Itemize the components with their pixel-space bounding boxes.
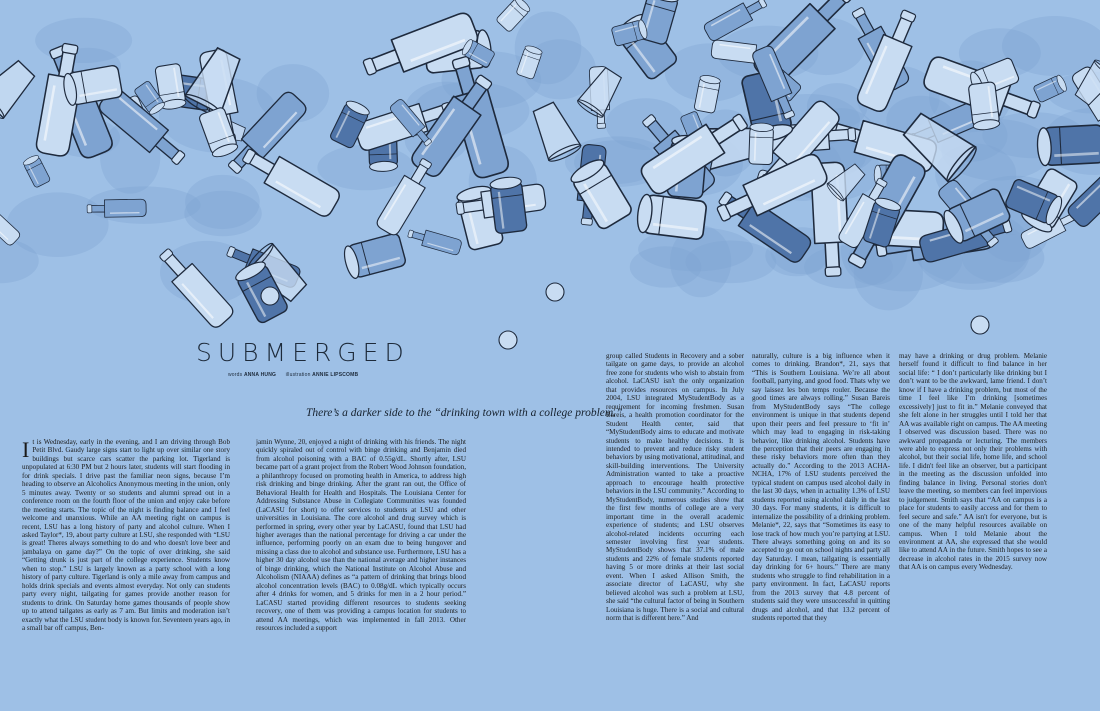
can-shape: [22, 154, 51, 188]
bottle-shape: [406, 226, 462, 256]
body-column-1: [22, 438, 230, 674]
can-shape: [968, 82, 1000, 131]
stray-cap-shape: [499, 331, 517, 349]
words-label: words: [228, 372, 243, 378]
body-text-3: group called Students in Recovery and a sober tailgate on game days, to provide an alcohol free zone for students who wish to abstain from alcohol. LaCASU isn't the only organization that provides resources on campus. In July 2004, LSU integrated MyStudentBody as a requirement for incoming freshmen. Susan Bareis, a health promotion coordinator for the Student Health center, said that “MyStudentBody aims to educate and motivate students to make healthy decisions. It is intended to prevent and reduce risky student behaviors by using motivational, attitudinal, and skill-building interventions. The University Administration wanted to take a proactive approach to encourage health protective behaviors in the LSU community.” According to MyStudentBody, numerous studies show that the first few months of college are a very important time in the overall academic experience of students; and LSU observes alcohol-related incidents occurring each semester involving first year students. MyStudentBody shows that 37.1% of male students and 22% of female students reported having 5 or more drinks at their last social event. When I asked Allison Smith, the associate director of LaCASU, why she believed alcohol was such a problem at LSU, she said “the cultural factor of being in Southern Louisiana is huge. There is a social and cultural norm that is different here.” And: [606, 352, 744, 623]
glass-shape: [0, 56, 39, 121]
body-text-2: jamin Wynne, 20, enjoyed a night of drinking with his friends. The night quickly spiraled out of control with binge drinking and Benjamin died from alcohol poisoning with a BAC of 0.55g/dL. Shortly after, LSU became part of a grant project from the Robert Wood Johnson foundation, a philanthropy focused on promoting health in America, to address high risk drinking and binge drinking. After the grant ran out, the Office of Behavioral Health for Health and Hospitals. The Louisiana Center for Addressing Substance Abuse in Collegiate Communities was founded (LaCASU for short) to offer services to students at LSU and other universities in Louisiana. The core alcohol and drug survey which is performed in spring, every other year by LaCASU, found that LSU had higher averages than the national percentage for driving a car under the influence, performing poorly on an exam due to being hungover and missing a class due to alcohol and substance use. Furthermore, LSU has a higher 30 day alcohol use than the national average and higher instances of binge drinking, which the National Institute on Alcohol Abuse and Alcoholism (NIAAA) defines as “a pattern of drinking that brings blood alcohol concentration levels (BAC) to 0.08g/dL which typically occurs after 4 drinks for women, and 5 drinks for men in a 2 hour period.” LaCASU started providing different resources to students seeking recovery, one of them was providing a campus location for students to attend AA meetings, which was implemented in fall 2013. Other resources included a support: [256, 438, 466, 632]
article-deck: There’s a darker side to the “drinking town with a college problem.”: [306, 407, 623, 419]
stray-cap-shape: [261, 287, 279, 305]
illustration-author: ANNIE LIPSCOMB: [312, 372, 359, 378]
illustration-label: illustration: [285, 372, 311, 378]
byline: [228, 372, 358, 378]
body-column-3: [606, 352, 744, 672]
can-shape: [1037, 125, 1100, 166]
body-column-5: [899, 352, 1047, 632]
stray-cap-shape: [971, 316, 989, 334]
body-text-1: t is Wednesday, early in the evening, and I am driving through Bob Petit Blvd. Gaudy large signs start to light up over similar one story buildings but scarce cars scatter the parking lot. Tigerland is unpopulated at 6:30 PM but 2 hours later, students will start flooding in for drink specials. I drive past the familiar neon signs, because I’m heading to observe an Alcoholics Anonymous meeting in the union, only 5 minutes away. Twenty or so students and alumni spread out in a conference room on the fourth floor of the union and enjoy cake before the meeting starts. The topic of the night is finding balance and I feel welcome and unanxious. While an AA meeting right on campus is recent, LSU has a long history of party and alcohol culture. When I asked Taylor*, 19, about party culture at LSU, she responded with “LSU is great! Theres always something to do and who doesn't love beer and jambalaya on game day?” On the topic of over drinking, she said “Getting drunk is just part of the college experience. Students know when to stop.” LSU is largely known as a party school with a long history of party culture. Tigerland is only a mile away from campus and holds drink specials and events almost everyday. Not only can students party every night, tailgating for games provide another reason for students to drink. On Saturday home games thousands of people show up to attend tailgates as early as 7 am. But limits and moderation isn’t exactly what the LSU student body is known for. Seventeen years ago, in a small bar off campus, Ben-: [22, 438, 230, 632]
can-shape: [342, 233, 407, 280]
body-text-4: naturally, culture is a big influence when it comes to drinking. Brandon*, 21, says that “This is Southern Louisiana. We’re all about football, partying, and good food. Thats why we say laissez les bon temps rouler. Because the good times are always rolling.” Susan Bareis from MyStudentBody says “The college environment is unique in that students depend upon their peers and feel pressure to ‘fit in’ which may lead to engaging in risk-taking behavior, like drinking alcohol. Students have the perception that their peers are engaging in these risky behaviors more often than they actually do.” According to the 2013 ACHA-NCHA, 17% of LSU students perceived the typical student on campus used alcohol daily in the last 30 days, when in actuality 1.3% of LSU students reported using alcohol daily in the last 30 days. For many students, it is difficult to internalize the possibility of a drinking problem. Melanie*, 22, says that “Sometimes its easy to lose track of how much you’re partying at LSU. There always something going on and its so accepted to go out on school nights and party all day Saturday. I mean, tailgating is essentially day drinking for 6+ hours.” There are many students who struggle to find rehabilitation in a party environment. In fact, LaCASU reports from the 2013 survey that 4.8 percent of students said they were unsuccessful in quitting drugs and alcohol, and that 13.2 percent of students reported that they: [752, 352, 890, 623]
words-author: ANNA HUNG: [243, 372, 277, 378]
body-column-4: [752, 352, 890, 672]
article-title: SUBMERGED: [196, 338, 410, 367]
body-text-5: may have a drinking or drug problem. Melanie herself found it difficult to find balance in her social life: “ I don’t particularly like drinking but I don’t want to be the awkward, lame friend. I don’t know if I have a drinking problem, but most of the time I feel like I’m drinking [sometimes excessively] just to fit in.” Melanie conveyed that she felt alone in her struggles until I told her that AA was available right on campus. The AA meeting I observed was discussion based. There was no awkward propaganda or lecturing. The members were able to express not only their problems with alcohol, but their social life, home life, and school life. I didn't feel like an observer, but a participant in the meeting as the discussion unfolded into finding balance in living. Personal stories don't leave the meeting, so members can feel impervious to judgement. Smith says that “AA on campus is a place for students to easily access and for them to feel secure and safe.” AA isn't for everyone, but is one of the many helpful resources available on campus. When I told Melanie about the environment at AA, she expressed that she would like to attend AA in the future. Smith hopes to see a decrease in alcohol rates in the 2015 survey now that AA is on campus every Wednesday.: [899, 352, 1047, 572]
can-shape: [489, 176, 527, 234]
stray-cap-shape: [546, 283, 564, 301]
can-shape: [636, 194, 707, 240]
body-column-2: [256, 438, 466, 674]
can-shape: [749, 123, 774, 165]
drop-cap: I: [22, 438, 30, 462]
